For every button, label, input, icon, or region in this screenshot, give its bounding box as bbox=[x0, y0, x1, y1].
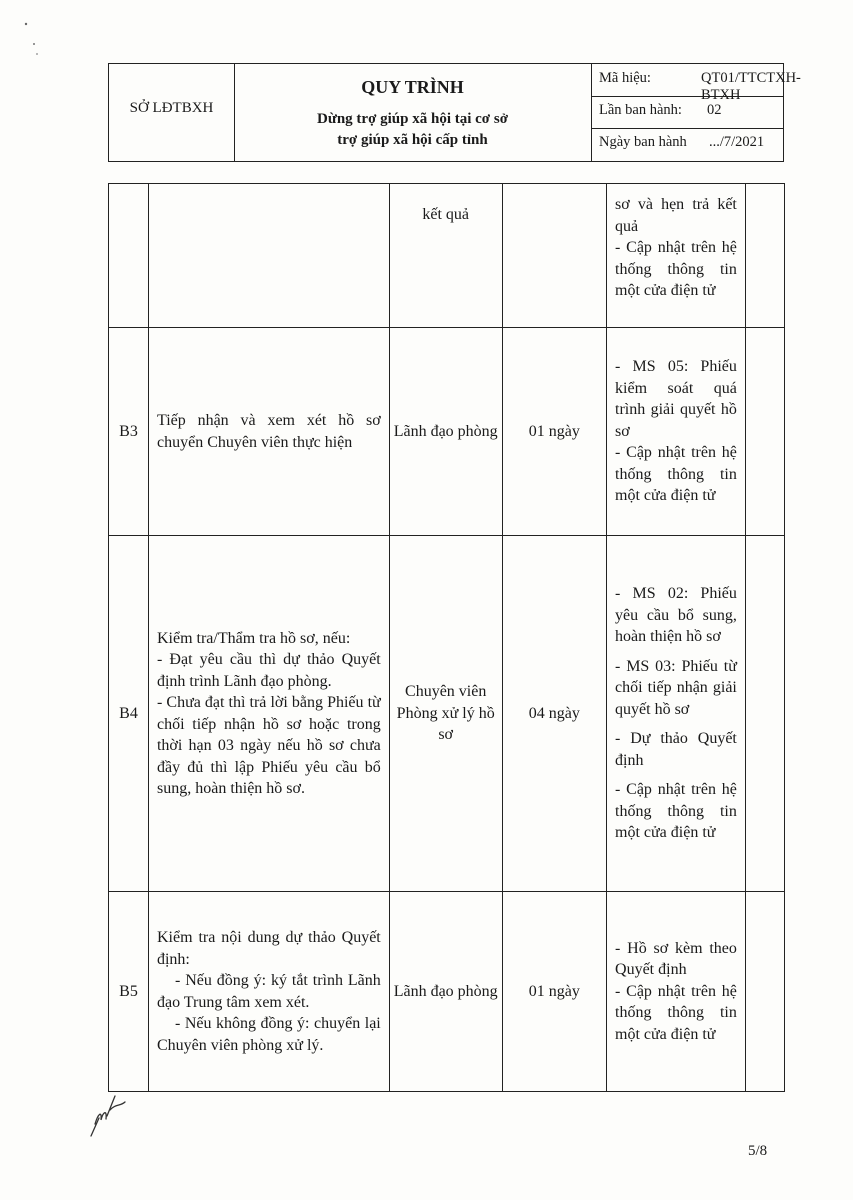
step-desc bbox=[148, 328, 389, 536]
table-row bbox=[109, 328, 785, 536]
doc-title-line1: Dừng trợ giúp xã hội tại cơ sở bbox=[316, 111, 508, 127]
org-name: SỞ LĐTBXH bbox=[129, 100, 214, 116]
step-id bbox=[109, 184, 149, 328]
table-row bbox=[109, 184, 785, 328]
resp-text: kết quả bbox=[422, 206, 469, 223]
step-time: 01 ngày bbox=[502, 328, 606, 536]
desc-line: Tiếp nhận và xem xét hồ sơ chuyển Chuyên viên thực hiện bbox=[156, 412, 381, 451]
date-row bbox=[591, 128, 783, 160]
issue-value: 02 bbox=[707, 102, 722, 118]
code-value: QT01/TTCTXH-BTXH bbox=[701, 70, 801, 103]
doc-line: - MS 05: Phiếu kiểm soát quá trình giải quyết hồ sơ bbox=[615, 358, 737, 440]
code-row bbox=[591, 64, 801, 103]
desc-line: Kiểm tra nội dung dự thảo Quyết định: bbox=[156, 929, 381, 968]
document-header bbox=[108, 63, 801, 162]
meta-cell bbox=[591, 64, 801, 161]
desc-line: - Nếu không đồng ý: chuyển lại Chuyên viên phòng xử lý. bbox=[156, 1015, 381, 1054]
step-docs bbox=[607, 328, 746, 536]
step-docs bbox=[607, 184, 746, 328]
code-label: Mã hiệu: bbox=[599, 70, 651, 86]
doc-type: QUY TRÌNH bbox=[361, 77, 464, 97]
doc-title bbox=[234, 109, 591, 151]
doc-line: - Dự thảo Quyết định bbox=[615, 730, 737, 769]
doc-line: - MS 03: Phiếu từ chối tiếp nhận giải quyết hồ sơ bbox=[615, 657, 737, 718]
doc-line: - Hồ sơ kèm theo Quyết định bbox=[615, 939, 737, 979]
note-cell bbox=[745, 184, 784, 328]
step-desc bbox=[148, 184, 389, 328]
doc-line: - Cập nhật trên hệ thống thông tin một cửa điện tử bbox=[615, 444, 737, 505]
step-docs bbox=[607, 892, 746, 1092]
step-resp: Lãnh đạo phòng bbox=[389, 892, 502, 1092]
step-time: 01 ngày bbox=[502, 892, 606, 1092]
date-value: .../7/2021 bbox=[709, 134, 765, 150]
page-number: 5/8 bbox=[748, 1143, 768, 1159]
date-label: Ngày ban hành bbox=[599, 134, 687, 150]
scan-specks bbox=[20, 18, 50, 58]
step-docs bbox=[607, 536, 746, 892]
step-resp bbox=[389, 184, 502, 328]
desc-line: - Đạt yêu cầu thì dự thảo Quyết định trình Lãnh đạo phòng. bbox=[156, 651, 381, 690]
step-id: B3 bbox=[109, 328, 149, 536]
table-row bbox=[109, 892, 785, 1092]
step-time bbox=[502, 184, 606, 328]
title-cell bbox=[234, 64, 592, 161]
note-cell bbox=[745, 892, 784, 1092]
process-table bbox=[108, 183, 785, 1092]
issue-row bbox=[591, 96, 783, 129]
doc-line: sơ và hẹn trả kết quả bbox=[615, 196, 737, 235]
step-id: B5 bbox=[109, 892, 149, 1092]
step-resp: Lãnh đạo phòng bbox=[389, 328, 502, 536]
doc-line: - MS 02: Phiếu yêu cầu bổ sung, hoàn thiện hồ sơ bbox=[615, 585, 737, 646]
desc-line: - Nếu đồng ý: ký tắt trình Lãnh đạo Trung tâm xem xét. bbox=[156, 972, 381, 1011]
org-cell bbox=[109, 64, 235, 161]
doc-line: - Cập nhật trên hệ thống thông tin một cửa điện tử bbox=[615, 781, 737, 842]
note-cell bbox=[745, 328, 784, 536]
step-desc bbox=[148, 536, 389, 892]
step-time: 04 ngày bbox=[502, 536, 606, 892]
step-id: B4 bbox=[109, 536, 149, 892]
table-row bbox=[109, 536, 785, 892]
step-desc bbox=[148, 892, 389, 1092]
issue-label: Lần ban hành: bbox=[599, 102, 682, 118]
doc-line: - Cập nhật trên hệ thống thông tin một cửa điện tử bbox=[615, 982, 737, 1043]
initials-signature bbox=[88, 1092, 128, 1138]
desc-line: - Chưa đạt thì trả lời bằng Phiếu từ chối tiếp nhận hồ sơ hoặc trong thời hạn 03 ngày nếu hồ sơ chưa đầy đủ thì lập Phiếu yêu cầu bổ sung, hoàn thiện hồ sơ. bbox=[156, 694, 381, 797]
doc-line: - Cập nhật trên hệ thống thông tin một cửa điện tử bbox=[615, 239, 737, 299]
desc-line: Kiểm tra/Thẩm tra hồ sơ, nếu: bbox=[156, 629, 351, 647]
step-resp: Chuyên viên Phòng xử lý hồ sơ bbox=[389, 536, 502, 892]
note-cell bbox=[745, 536, 784, 892]
doc-title-line2: trợ giúp xã hội cấp tỉnh bbox=[337, 132, 488, 148]
